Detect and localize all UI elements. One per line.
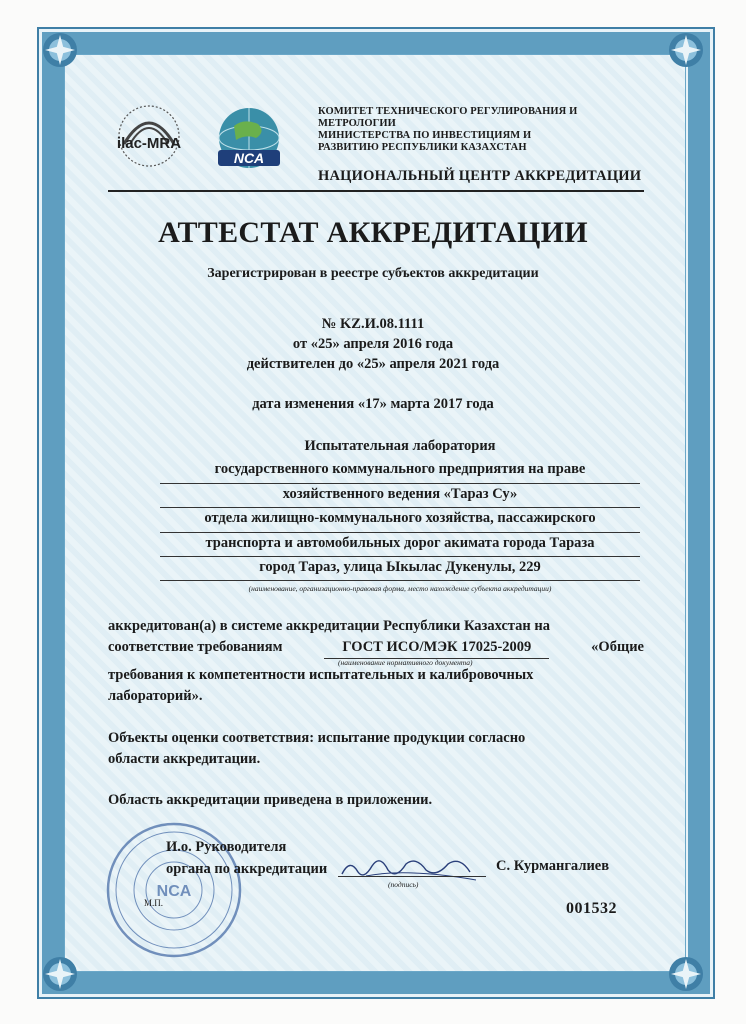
accreditation-line: лабораторий». [108, 688, 203, 704]
ilac-logo-text: ilac-MRA [116, 135, 182, 152]
accreditation-line: соответствие требованиям [108, 639, 283, 655]
certificate-subtitle: Зарегистрирован в реестре субъектов аккредитации [207, 266, 539, 281]
issuer-line: КОМИТЕТ ТЕХНИЧЕСКОГО РЕГУЛИРОВАНИЯ И МЕТРОЛОГИИ [318, 106, 578, 129]
standard-caption: (наименование нормативного документа) [338, 658, 473, 667]
signatory-name: С. Курмангалиев [496, 858, 610, 874]
certificate-title: АТТЕСТАТ АККРЕДИТАЦИИ [158, 216, 588, 249]
organization-line: отдела жилищно-коммунального хозяйства, пассажирского [160, 508, 640, 532]
nca-logo [206, 104, 292, 180]
organization-line: хозяйственного ведения «Тараз Су» [160, 484, 640, 508]
issuer-block [318, 106, 648, 185]
header-divider [108, 190, 644, 192]
objects-line: Объекты оценки соответствия: испытание продукции согласно [108, 730, 526, 746]
accreditation-line: аккредитован(а) в системе аккредитации Республики Казахстан на [108, 618, 551, 634]
signatory-role [166, 836, 327, 880]
scope-note: Область аккредитации приведена в приложении. [108, 792, 433, 808]
corner-ornament-icon [40, 30, 80, 70]
corner-ornament-icon [666, 30, 706, 70]
corner-ornament-icon [666, 954, 706, 994]
objects-line: области аккредитации. [108, 751, 261, 767]
organization-caption: (наименование, организационно-правовая форма, место нахождение субъекта аккредитации) [248, 584, 552, 594]
accreditation-line: требования к компетентности испытательных и калибровочных [108, 667, 534, 683]
assessment-objects [108, 728, 644, 770]
accredited-organization [160, 436, 640, 593]
role-line: И.о. Руководителя [166, 839, 287, 855]
corner-ornament-icon [40, 954, 80, 994]
serial-number: 001532 [566, 900, 617, 917]
role-line: органа по аккредитации [166, 861, 328, 877]
valid-until-date: действителен до «25» апреля 2021 года [246, 356, 500, 372]
organization-line: Испытательная лаборатория [304, 438, 496, 454]
organization-line: транспорта и автомобильных дорог акимата города Тараза [160, 533, 640, 557]
issuer-line: РАЗВИТИЮ РЕСПУБЛИКИ КАЗАХСТАН [318, 142, 527, 153]
accreditation-line: «Общие [591, 639, 644, 655]
standard-reference: ГОСТ ИСО/МЭК 17025-2009 [324, 637, 549, 659]
registration-number: № KZ.И.08.1111 [321, 316, 425, 332]
seal-logo-text: NCA [156, 883, 192, 900]
change-date: дата изменения «17» марта 2017 года [252, 396, 494, 412]
nca-logo-text: NCA [233, 150, 265, 166]
organization-line: город Тараз, улица Ыкылас Дукенулы, 229 [160, 557, 640, 581]
stamp-place-label: М.П. [144, 898, 164, 908]
ilac-mra-logo [104, 104, 194, 174]
organization-line: государственного коммунального предприятия на праве [160, 459, 640, 483]
issue-date: от «25» апреля 2016 года [292, 336, 454, 352]
signature-line [338, 876, 486, 877]
signature-caption: (подпись) [388, 880, 419, 889]
issuer-center-name: НАЦИОНАЛЬНЫЙ ЦЕНТР АККРЕДИТАЦИИ [318, 168, 642, 184]
issuer-line: МИНИСТЕРСТВА ПО ИНВЕСТИЦИЯМ И [318, 130, 532, 141]
